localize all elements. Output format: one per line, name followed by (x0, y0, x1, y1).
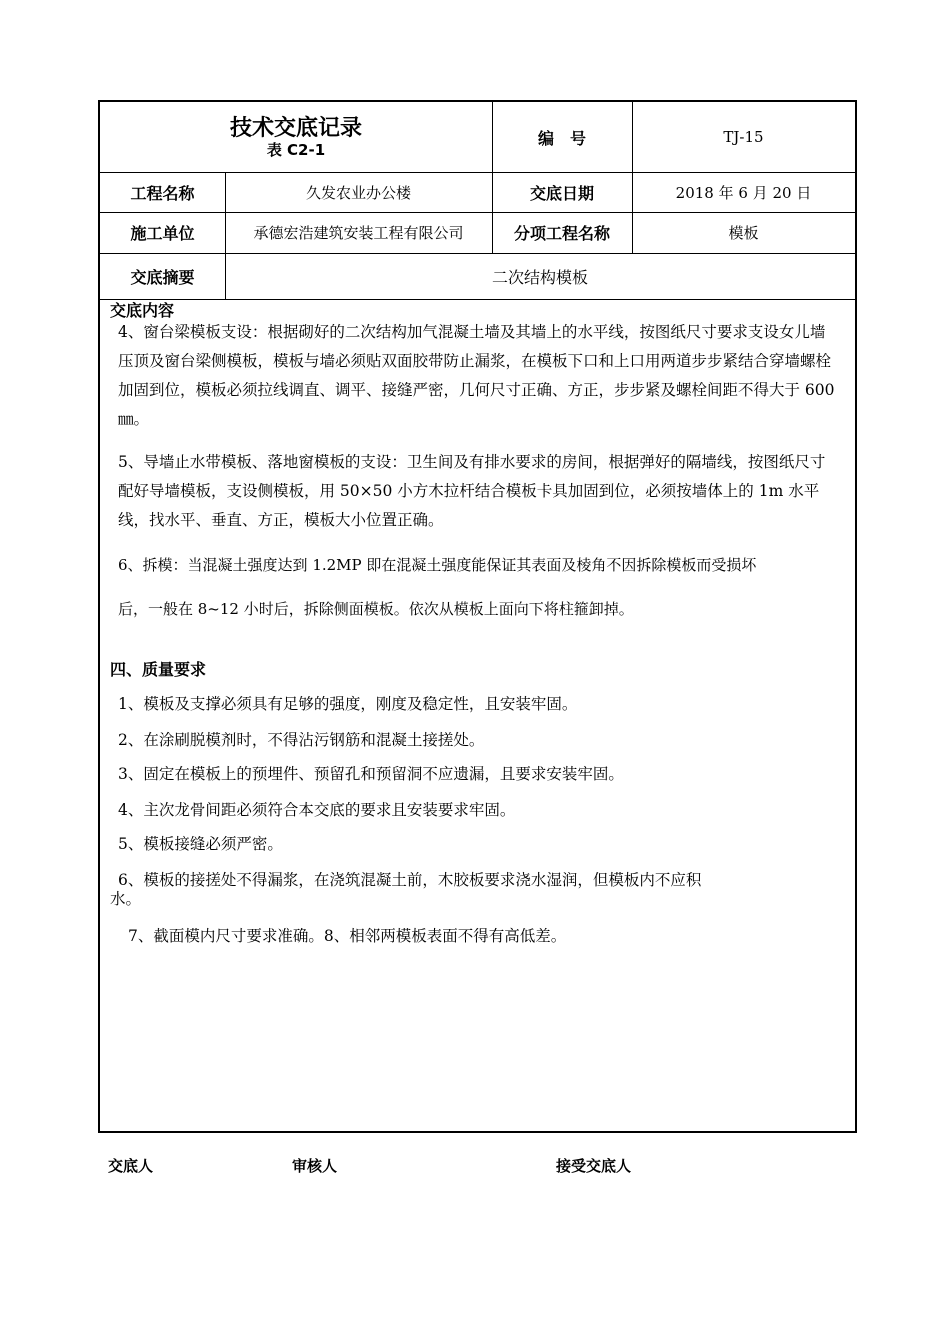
quality-item-7: 7、截面模内尺寸要求准确。8、相邻两模板表面不得有高低差。 (128, 927, 567, 945)
form-code: 表 C2-1 (266, 141, 326, 159)
quality-item-5: 5、模板接缝必须严密。 (118, 835, 283, 853)
quality-item-2: 2、在涂刷脱模剂时，不得沾污钢筋和混凝土接搓处。 (118, 731, 485, 749)
paragraph-4: 4、窗台梁模板支设：根据砌好的二次结构加气混凝土墙及其墙上的水平线，按图纸尺寸要求支设女儿墙压顶及窗台梁侧模板，模板与墙必须贴双面胶带防止漏浆，在模板下口和上口用两道步步紧结合穿墙螺栓加固到位，模板必须拉线调直、调平、接缝严密，几何尺寸正确、方正，步步紧及螺栓间距不得大于 600㎜。 (118, 323, 835, 428)
contractor-value: 承德宏浩建筑安装工程有限公司 (253, 224, 464, 242)
reviewer-label: 审核人 (292, 1157, 338, 1175)
form-title-block (100, 102, 492, 172)
summary-value: 二次结构模板 (491, 267, 588, 287)
content-label: 交底内容 (110, 301, 175, 320)
quality-item-3: 3、固定在模板上的预埋件、预留孔和预留洞不应遗漏，且要求安装牢固。 (118, 765, 624, 783)
subitem-value: 模板 (728, 224, 759, 242)
quality-heading: 四、质量要求 (110, 660, 207, 679)
quality-item-4: 4、主次龙骨间距必须符合本交底的要求且安装要求牢固。 (118, 801, 516, 819)
number-value: TJ-15 (723, 128, 764, 146)
project-name-label: 工程名称 (130, 183, 195, 203)
date-value: 2018 年 6 月 20 日 (675, 183, 812, 202)
paragraph-6-line2: 后，一般在 8~12 小时后，拆除侧面模板。依次从模板上面向下将柱箍卸掉。 (118, 600, 634, 618)
contractor-label: 施工单位 (130, 224, 195, 243)
summary-label: 交底摘要 (130, 267, 195, 287)
row-divider (100, 299, 855, 300)
date-label: 交底日期 (529, 183, 594, 203)
record-form (98, 100, 857, 1133)
paragraph-5: 5、导墙止水带模板、落地窗模板的支设：卫生间及有排水要求的房间，根据弹好的隔墙线，按图纸尺寸配好导墙模板，支设侧模板，用 50×50 小方木拉杆结合模板卡具加固到位，必须按墙体上的 1m 水平线，找水平、垂直、方正，模板大小位置正确。 (118, 453, 826, 529)
subitem-label: 分项工程名称 (513, 224, 610, 243)
receiver-label: 接受交底人 (556, 1157, 632, 1175)
quality-item-6-line2: 水。 (110, 890, 142, 908)
quality-item-1: 1、模板及支撑必须具有足够的强度，刚度及稳定性，且安装牢固。 (118, 695, 578, 713)
paragraph-6-line1: 6、拆模：当混凝土强度达到 1.2MP 即在混凝土强度能保证其表面及棱角不因拆除模板而受损坏 (118, 556, 757, 574)
project-name-value: 久发农业办公楼 (305, 183, 411, 202)
quality-item-6-line1: 6、模板的接搓处不得漏浆，在浇筑混凝土前，木胶板要求浇水湿润，但模板内不应积 (118, 871, 702, 889)
number-label: 编 号 (537, 128, 586, 148)
discloser-label: 交底人 (108, 1157, 154, 1175)
form-title: 技术交底记录 (229, 116, 362, 141)
